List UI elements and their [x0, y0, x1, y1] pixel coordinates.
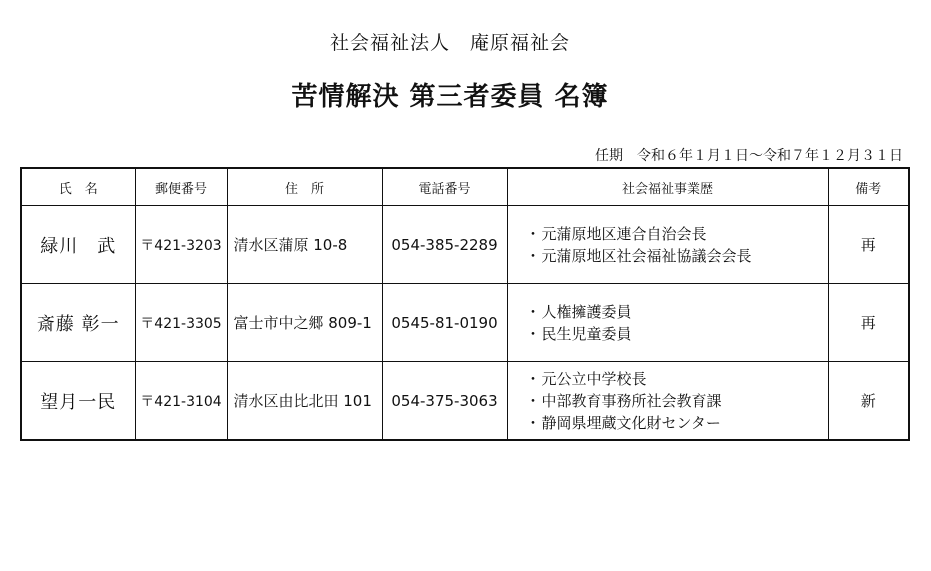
member-tel: 0545-81-0190	[382, 284, 507, 362]
history-item	[526, 301, 828, 323]
document-title: 苦情解決 第三者委員 名簿	[291, 82, 609, 112]
history-text: 人権擁護委員	[541, 302, 632, 321]
history-item	[526, 323, 828, 345]
column-header-tel: 電話番号	[382, 168, 507, 206]
committee-roster-table	[20, 167, 910, 441]
member-history	[507, 362, 828, 441]
table-row	[21, 284, 909, 362]
member-zip: 〒421-3104	[135, 362, 227, 441]
member-zip: 〒421-3203	[135, 206, 227, 284]
column-header-note: 備考	[828, 168, 909, 206]
history-item	[526, 223, 828, 245]
bullet-icon: ・	[525, 302, 541, 321]
bullet-icon: ・	[525, 369, 541, 388]
history-item	[526, 412, 828, 434]
bullet-icon: ・	[525, 413, 541, 432]
column-header-address: 住 所	[227, 168, 382, 206]
member-address: 清水区蒲原 10-8	[227, 206, 382, 284]
column-header-zip: 郵便番号	[135, 168, 227, 206]
member-tel: 054-385-2289	[382, 206, 507, 284]
member-name: 斎藤 彰一	[21, 284, 135, 362]
member-tel: 054-375-3063	[382, 362, 507, 441]
history-text: 静岡県埋蔵文化財センター	[541, 413, 721, 432]
table-row	[21, 362, 909, 441]
history-item	[526, 245, 828, 267]
member-note: 再	[828, 284, 909, 362]
history-text: 元蒲原地区連合自治会長	[541, 224, 707, 243]
member-address: 富士市中之郷 809-1	[227, 284, 382, 362]
table-header-row	[21, 168, 909, 206]
member-note: 再	[828, 206, 909, 284]
history-item	[526, 390, 828, 412]
member-history	[507, 206, 828, 284]
bullet-icon: ・	[525, 246, 541, 265]
history-text: 民生児童委員	[541, 324, 632, 343]
bullet-icon: ・	[525, 224, 541, 243]
column-header-name: 氏 名	[21, 168, 135, 206]
term-of-office: 任期 令和６年１月１日～令和７年１２月３１日	[595, 148, 903, 164]
bullet-icon: ・	[525, 324, 541, 343]
column-header-history: 社会福祉事業歴	[507, 168, 828, 206]
history-item	[526, 368, 828, 390]
member-history	[507, 284, 828, 362]
organization-name: 社会福祉法人 庵原福祉会	[329, 32, 570, 54]
history-text: 元蒲原地区社会福祉協議会会長	[541, 246, 752, 265]
member-address: 清水区由比北田 101	[227, 362, 382, 441]
bullet-icon: ・	[525, 391, 541, 410]
member-name: 望月一民	[21, 362, 135, 441]
member-note: 新	[828, 362, 909, 441]
member-zip: 〒421-3305	[135, 284, 227, 362]
member-name: 緑川 武	[21, 206, 135, 284]
history-text: 元公立中学校長	[541, 369, 647, 388]
history-text: 中部教育事務所社会教育課	[541, 391, 722, 410]
table-row	[21, 206, 909, 284]
